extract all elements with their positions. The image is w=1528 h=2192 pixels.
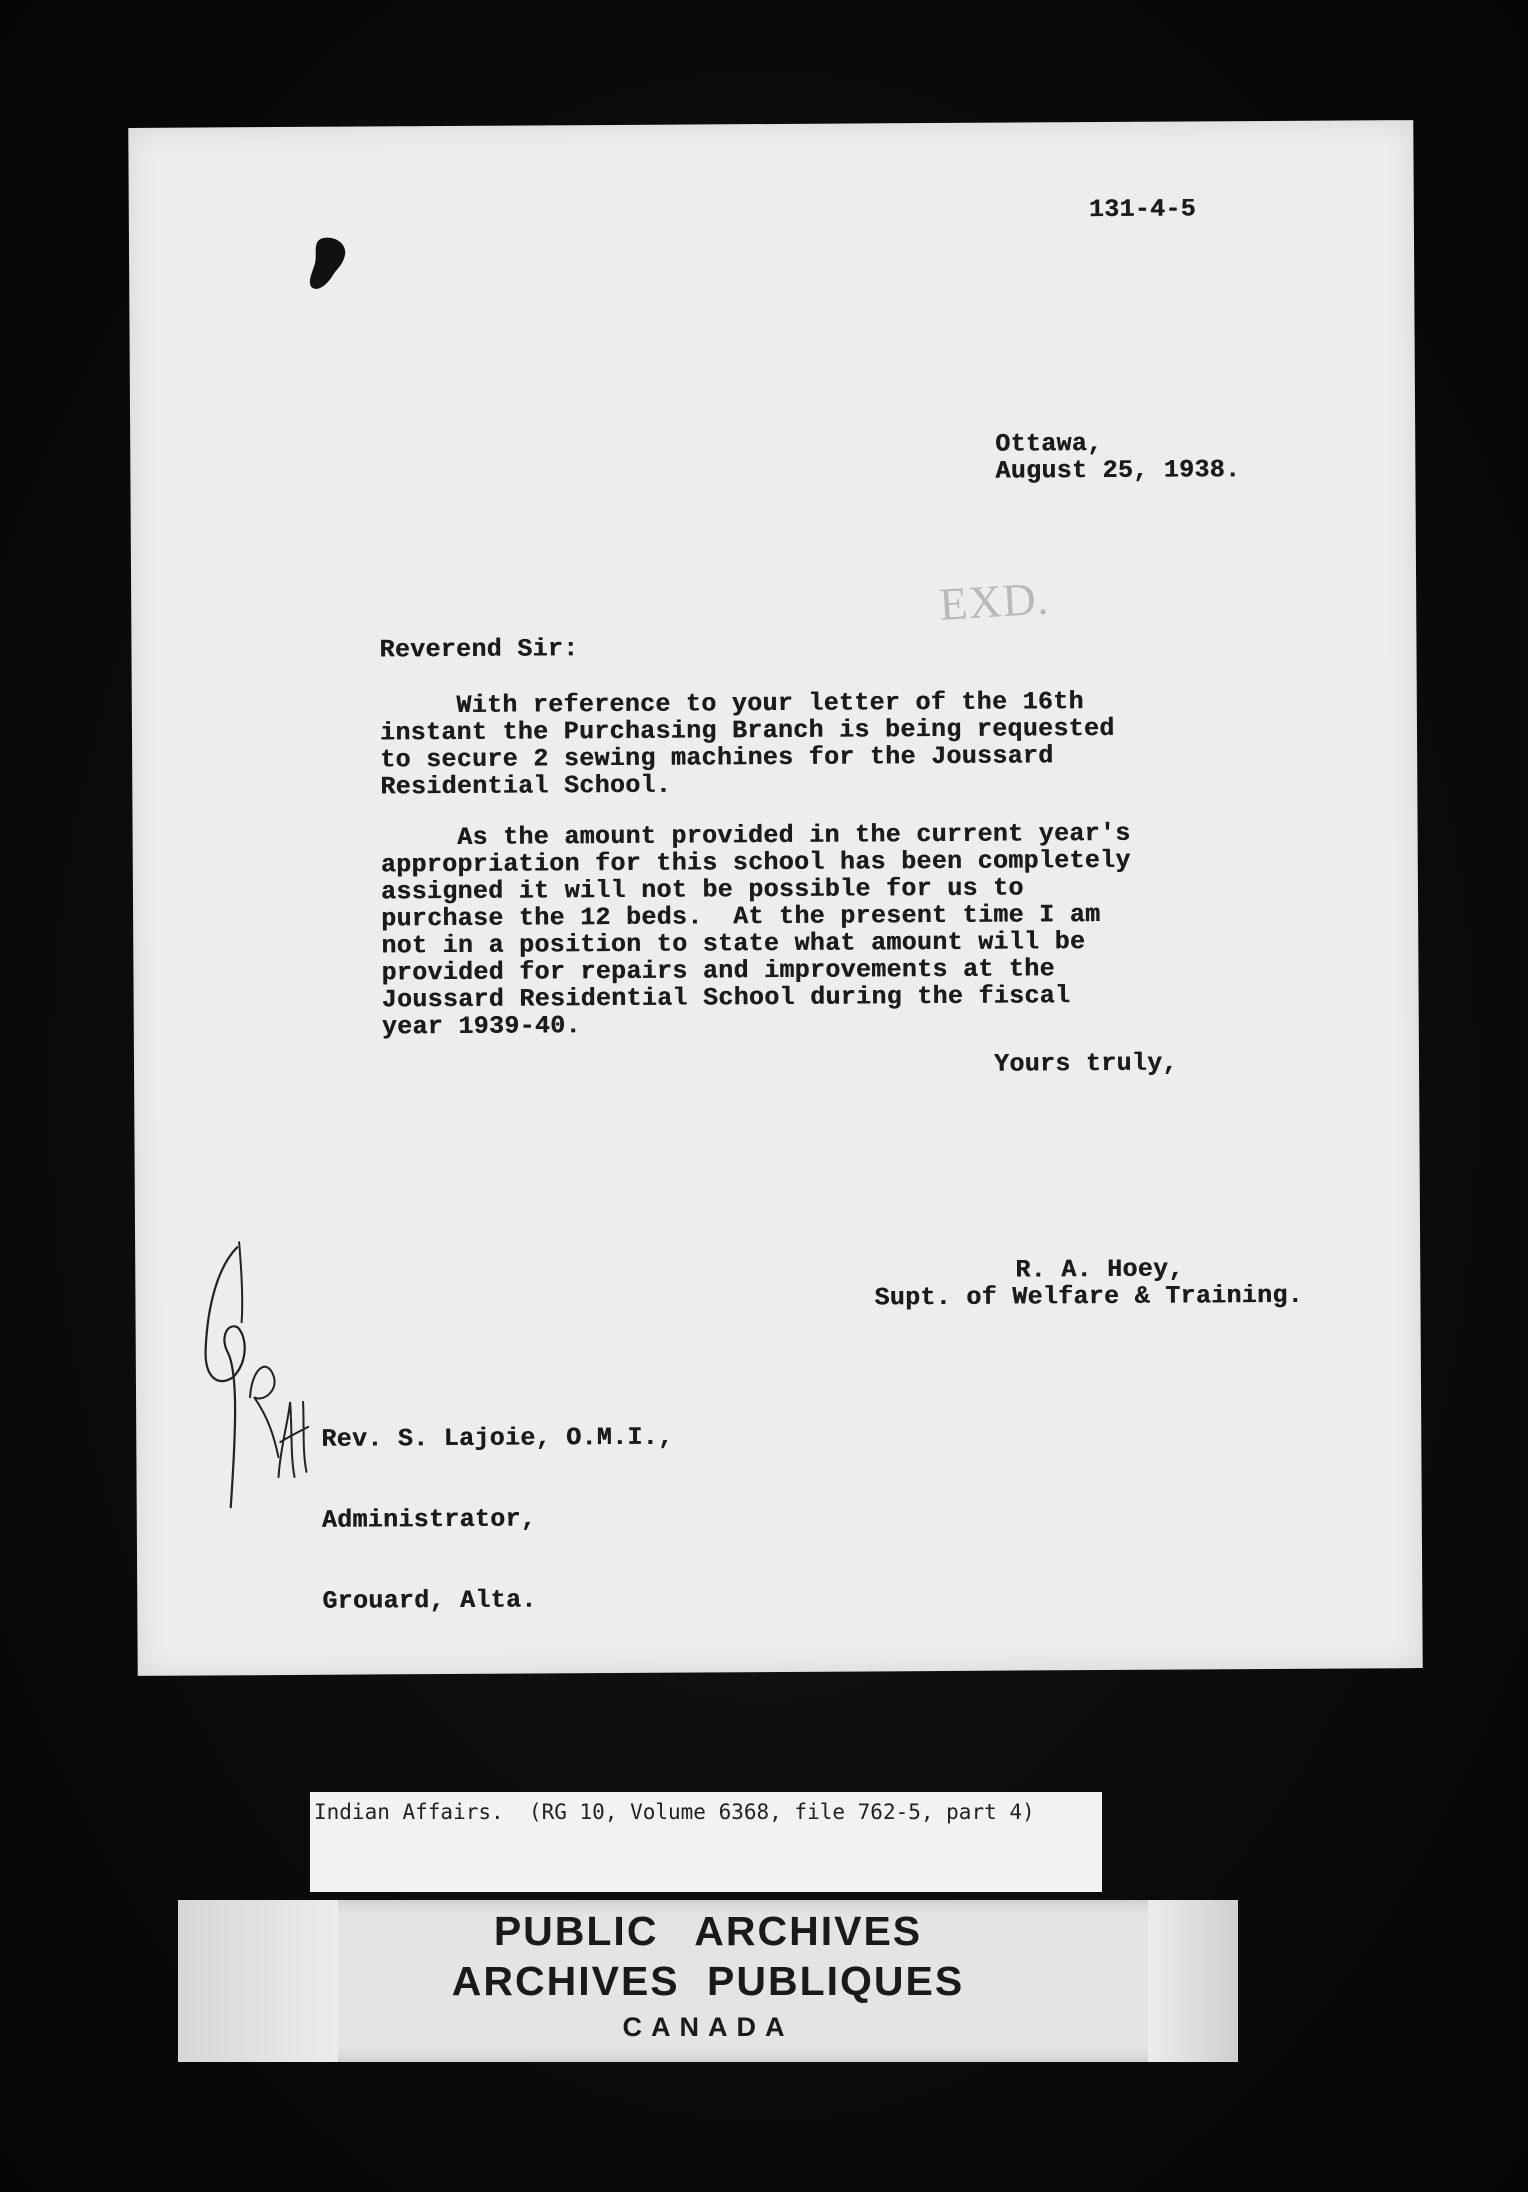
archives-line-english: PUBLIC ARCHIVES: [493, 1908, 923, 1954]
paragraph-2-line: Joussard Residential School during the fiscal: [381, 981, 1071, 1015]
signatory-name: R. A. Hoey,: [1015, 1254, 1184, 1285]
archive-reference-text: Indian Affairs. (RG 10, Volume 6368, file 762-5, part 4): [314, 1800, 1035, 1824]
addressee-block: [321, 1370, 675, 1669]
public-archives-band: [178, 1900, 1238, 2062]
paragraph-1-line: to secure 2 sewing machines for the Joussard: [380, 741, 1054, 775]
paragraph-2-line: appropriation for this school has been completely: [380, 845, 1131, 880]
ink-blot: [307, 235, 349, 295]
addressee-line: Rev. S. Lajoie, O.M.I.,: [321, 1422, 674, 1454]
salutation: Reverend Sir:: [379, 634, 579, 665]
paragraph-2-line: As the amount provided in the current year's: [380, 818, 1131, 853]
signatory-title: Supt. of Welfare & Training.: [874, 1280, 1303, 1313]
archives-line-french: ARCHIVES PUBLIQUES: [451, 1958, 965, 2004]
archive-reference-label: [310, 1792, 1102, 1892]
paragraph-2-line: year 1939-40.: [381, 1011, 581, 1042]
paragraph-1-line: Residential School.: [380, 770, 672, 802]
file-number: 131-4-5: [1088, 194, 1197, 225]
paragraph-2-line: not in a position to state what amount will be: [381, 927, 1086, 961]
letter-page: [128, 120, 1422, 1676]
paragraph-2: [381, 819, 1242, 1040]
handwritten-initials: [177, 1227, 319, 1528]
paragraph-2-line: purchase the 12 beds. At the present time I am: [381, 900, 1101, 934]
paragraph-1-line: With reference to your letter of the 16th: [379, 687, 1084, 721]
paragraph-1-line: instant the Purchasing Branch is being requested: [379, 713, 1115, 748]
exd-stamp: EXD.: [937, 572, 1051, 630]
addressee-line: Grouard, Alta.: [322, 1585, 537, 1616]
archives-line-country: CANADA: [622, 2012, 794, 2042]
letter-date: August 25, 1938.: [995, 455, 1241, 486]
paragraph-1: [380, 687, 1241, 800]
closing: Yours truly,: [993, 1048, 1178, 1079]
letter-place: Ottawa,: [995, 428, 1103, 459]
paragraph-2-line: assigned it will not be possible for us to: [380, 873, 1024, 907]
paragraph-2-line: provided for repairs and improvements at the: [381, 954, 1055, 988]
addressee-line: Administrator,: [321, 1504, 537, 1535]
